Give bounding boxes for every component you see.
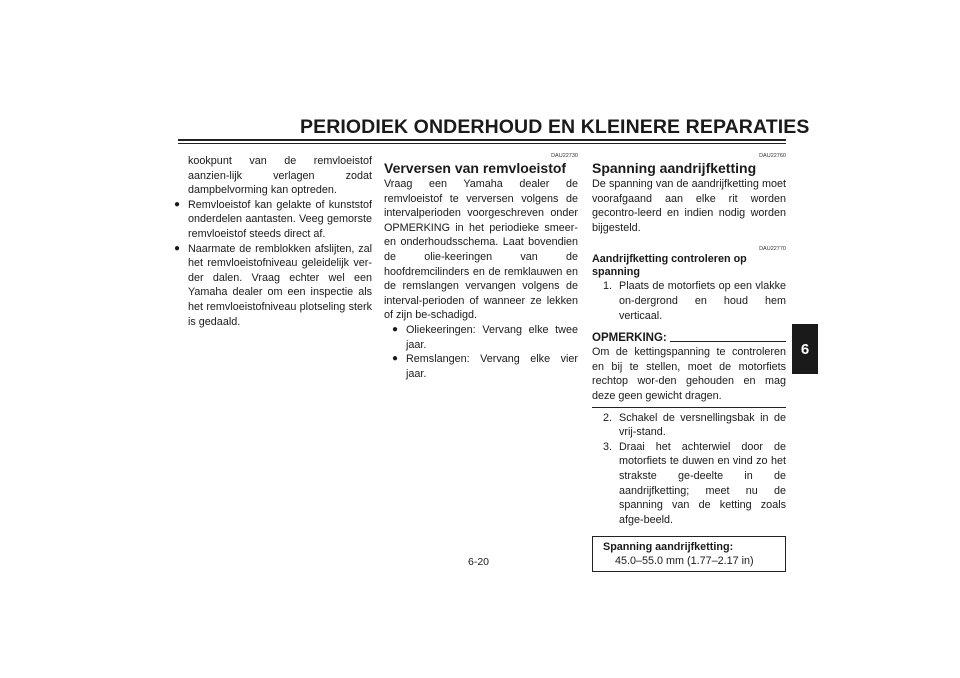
chapter-tab-label: 6 — [800, 340, 810, 358]
note-title-rule — [670, 341, 786, 342]
note-title-text: OPMERKING: — [592, 332, 667, 345]
col1-bullet-2 — [174, 242, 372, 330]
bullet-icon: ● — [174, 198, 181, 210]
bullet-icon: ● — [392, 353, 399, 365]
step-2 — [592, 411, 786, 440]
col2-bullet-2-text: Remslangen: Vervang elke vier jaar. — [406, 353, 578, 380]
col1-bullet-1-text: Remvloeistof kan gelakte of kunststof onderdelen aantasten. Veeg gemorste remvloeistof steeds direct af. — [188, 198, 372, 240]
step-text: Draai het achterwiel door de motorfiets te duwen en vind zo het strakste ge-deelte in de aandrijfketting; meet nu de spanning van de ketting zoals afge-beeld. — [619, 440, 786, 526]
col2-bullet-1-text: Oliekeeringen: Vervang elke twee jaar. — [406, 323, 578, 351]
col2-paragraph: Vraag een Yamaha dealer de remvloeistof te verversen volgens de intervalperioden voorgeschreven onder OPMERKING in het periodieke smeer- en onderhoudsschema. Laat bovendien de olie-keeringen van de hoofdremcilinders en de remklauwen en de remslangen vervangen volgens de interval-perioden of wanneer ze lekken of zijn be-schadigd. — [384, 178, 578, 322]
col3-paragraph: De spanning van de aandrijfketting moet voorafgaand aan elke rit worden gecontro-leerd en indien nodig worden bijgesteld. — [592, 178, 786, 234]
section-heading: Spanning aandrijfketting — [592, 160, 757, 176]
header-rule-thin — [178, 143, 786, 144]
header-rule-thick — [178, 139, 786, 141]
step-text: Schakel de versnellingsbak in de vrij-stand. — [619, 411, 786, 439]
note-end-rule — [592, 407, 786, 408]
column-2 — [384, 153, 578, 381]
step-number: 1. — [602, 280, 612, 293]
page-number: 6-20 — [468, 556, 490, 568]
note-title — [592, 331, 786, 345]
spec-value: 45.0–55.0 mm (1.77–2.17 in) — [615, 555, 754, 568]
page-header-title: PERIODIEK ONDERHOUD EN KLEINERE REPARATIES — [300, 116, 810, 138]
step-3 — [592, 440, 786, 528]
col1-bullet-1 — [174, 198, 372, 242]
column-3 — [592, 153, 786, 572]
chapter-tab — [792, 324, 818, 374]
col1-intro: kookpunt van de remvloeistof aanzien-lijk verlagen zodat dampbelvorming kan optreden. — [188, 155, 372, 197]
col2-bullet-1 — [384, 323, 578, 352]
spec-box — [592, 536, 786, 572]
step-number: 2. — [602, 411, 612, 424]
note-text: Om de kettingspanning te controleren en bij te stellen, moet de motorfiets rechtop wor-den gehouden en mag deze geen gewicht dragen. — [592, 346, 786, 402]
bullet-icon: ● — [392, 323, 399, 335]
subsection-code: DAU22770 — [759, 246, 786, 253]
column-1 — [174, 154, 372, 329]
step-text: Plaats de motorfiets op een vlakke on-dergrond en houd hem verticaal. — [619, 280, 786, 322]
step-number: 3. — [602, 440, 612, 453]
bullet-icon: ● — [174, 242, 181, 254]
spec-title: Spanning aandrijfketting: — [603, 541, 734, 554]
col2-bullet-2 — [384, 352, 578, 381]
section-heading: Verversen van remvloeistof — [384, 160, 567, 176]
step-1 — [592, 279, 786, 323]
section-code: DAU22730 — [551, 153, 578, 159]
col1-bullet-2-text: Naarmate de remblokken afslijten, zal het remvloeistofniveau geleidelijk ver-der dalen. Vraag echter wel een Yamaha dealer om een inspectie als het remvloeistofniveau plotseling sterk is gedaald. — [188, 242, 372, 328]
subsection-heading: Aandrijfketting controleren op spanning — [592, 253, 747, 279]
section-code: DAU22760 — [759, 153, 786, 159]
